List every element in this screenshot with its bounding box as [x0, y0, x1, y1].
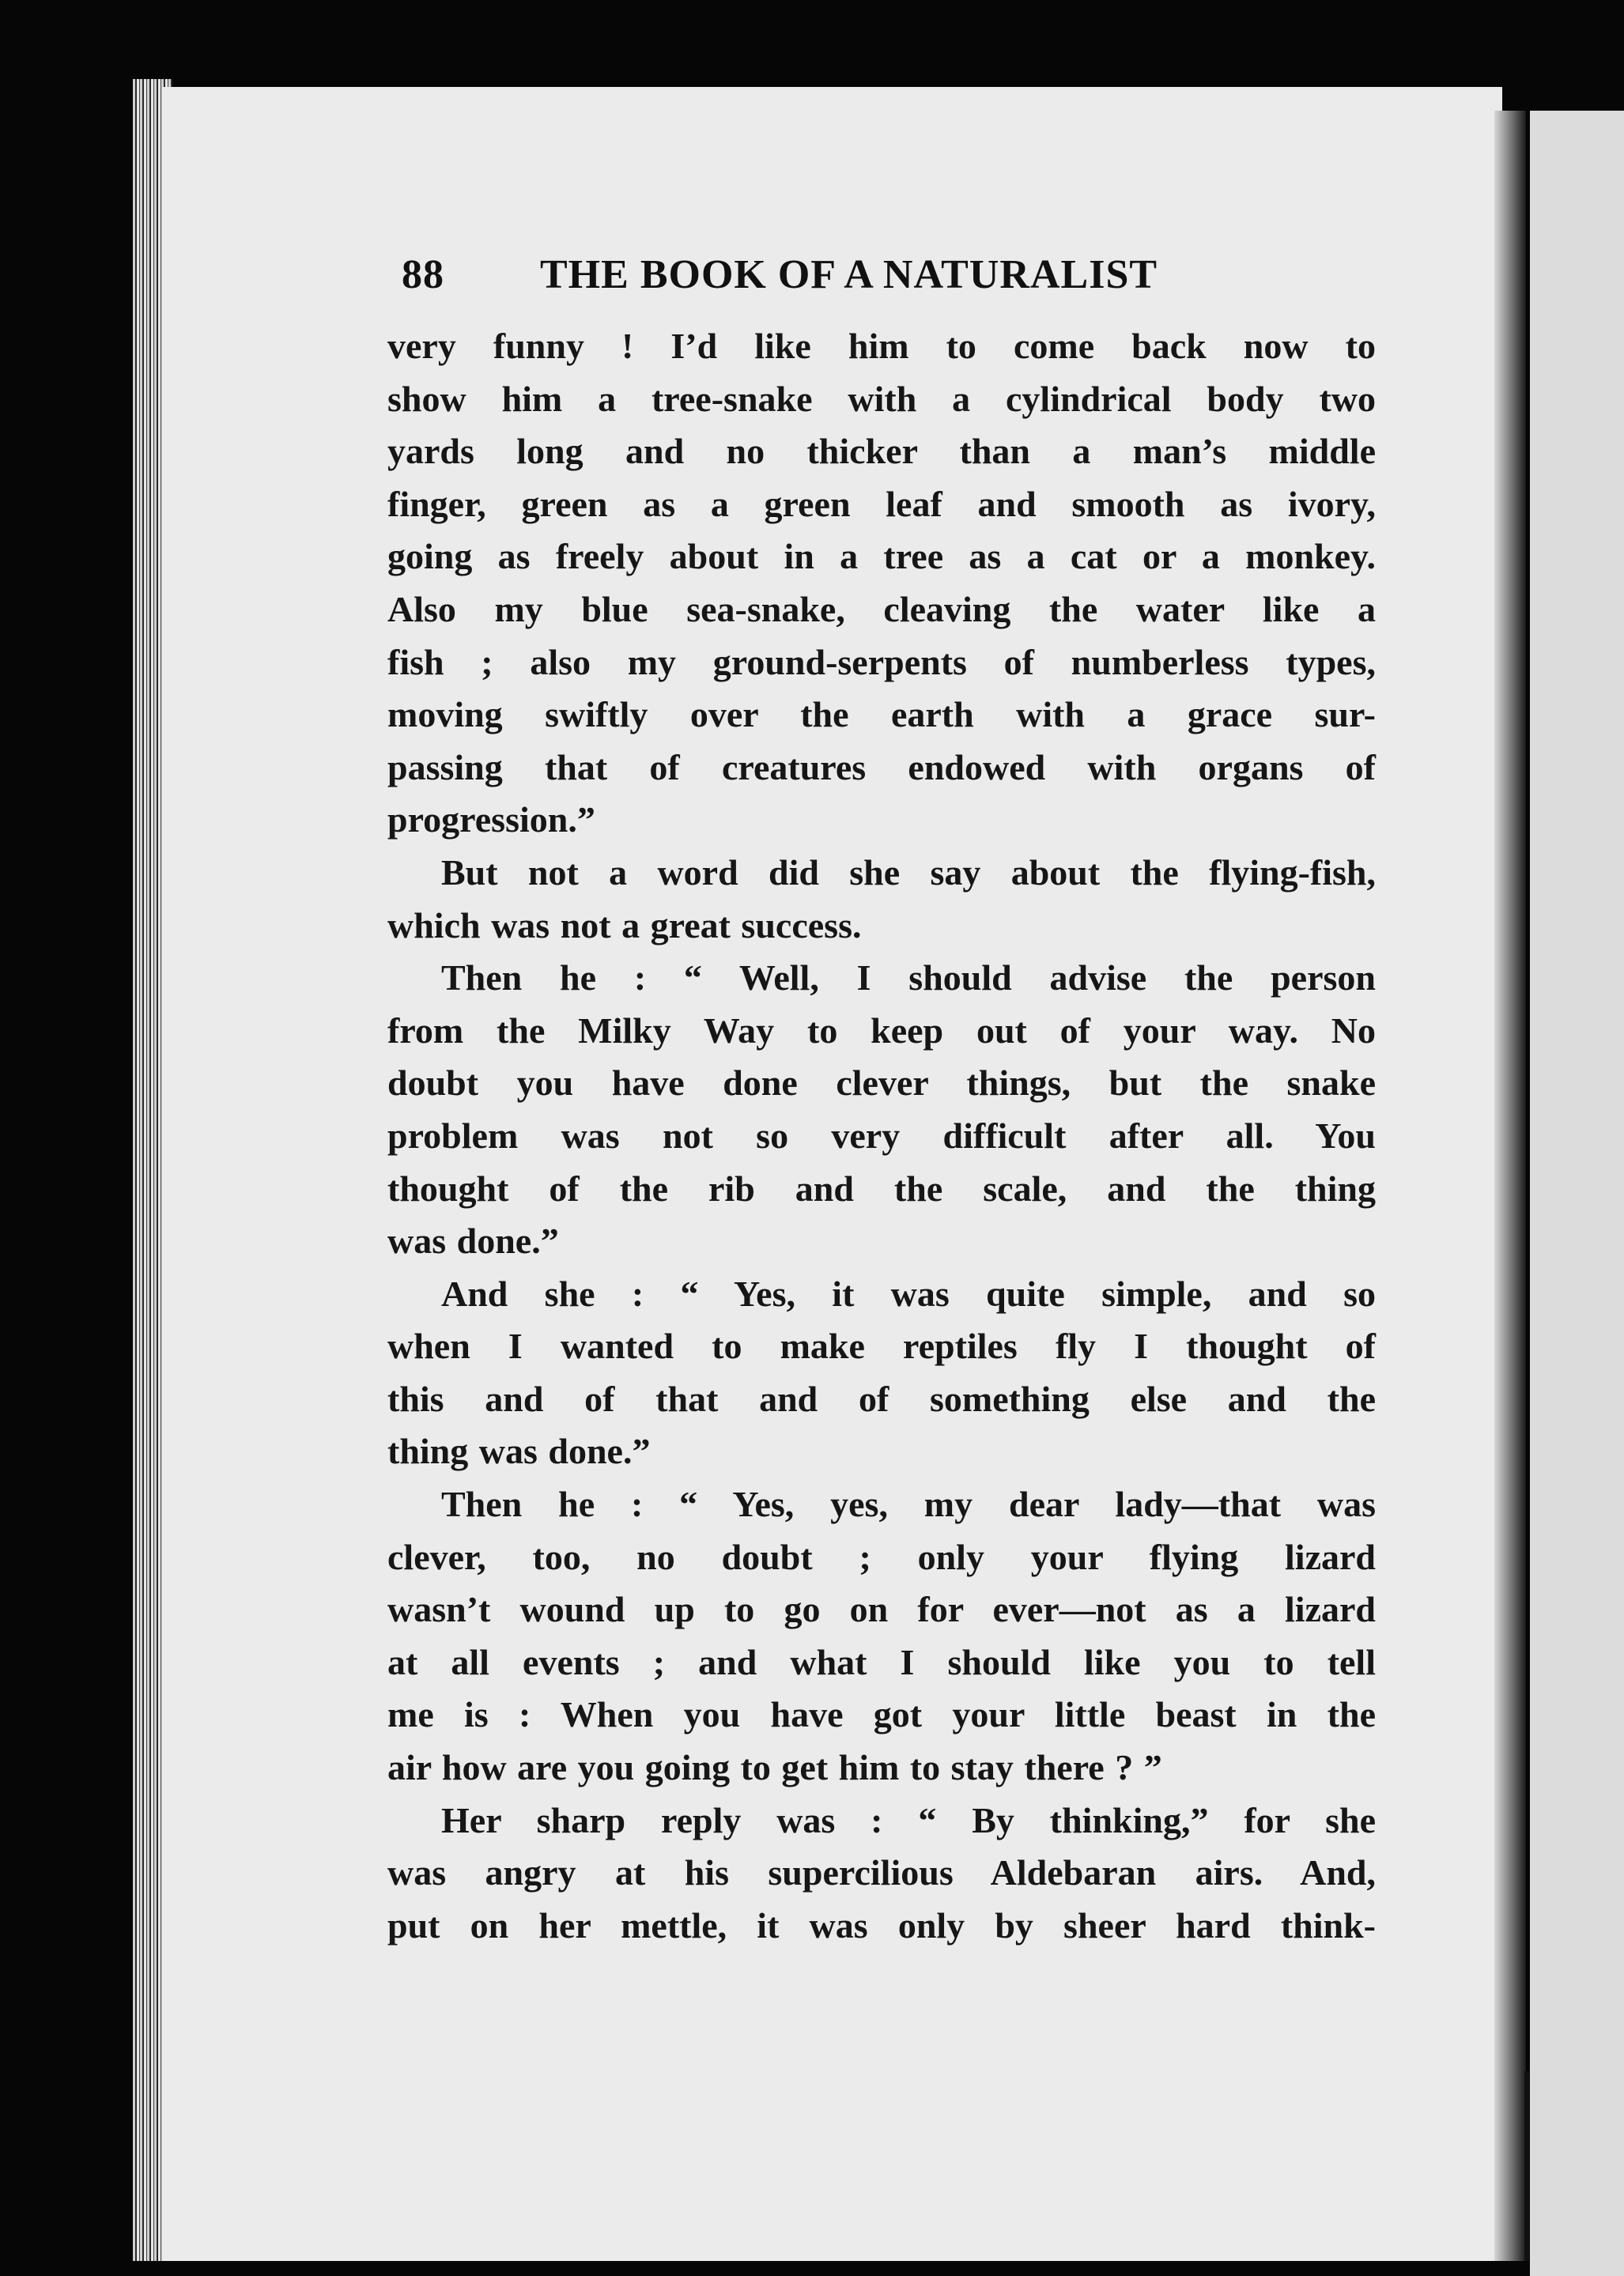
text-line: wasn’t wound up to go on for ever—not as a lizard: [387, 1589, 1376, 1630]
text-line: at all events ; and what I should like you to tell: [387, 1641, 1376, 1682]
text-line: moving swiftly over the earth with a grace sur-: [387, 694, 1376, 735]
paragraph: [387, 952, 1376, 1268]
running-title: THE BOOK OF A NATURALIST: [540, 252, 1158, 297]
page-number: 88: [402, 252, 444, 297]
page-header: [402, 251, 1350, 299]
paragraph: [387, 1268, 1376, 1478]
text-line: this and of that and of something else and the: [387, 1378, 1376, 1419]
text-line: was angry at his supercilious Aldebaran airs. And,: [387, 1852, 1376, 1893]
text-line: problem was not so very difficult after all. You: [387, 1115, 1376, 1156]
paragraph: [387, 1478, 1376, 1795]
text-line: progression.”: [387, 799, 595, 840]
facing-page-edge: [1530, 111, 1624, 2276]
text-line: Also my blue sea-snake, cleaving the water like a: [387, 588, 1376, 629]
text-line: thing was done.”: [387, 1431, 651, 1472]
text-line: air how are you going to get him to stay there ? ”: [387, 1747, 1162, 1788]
text-line: fish ; also my ground-serpents of numberless types,: [387, 641, 1376, 682]
text-line: which was not a great success.: [387, 904, 862, 946]
text-line: yards long and no thicker than a man’s middle: [387, 431, 1376, 472]
text-line: Then he : “ Yes, yes, my dear lady—that was: [441, 1484, 1376, 1525]
paragraph: [387, 320, 1376, 847]
facing-page-dark-edge: [1524, 2071, 1529, 2261]
body-text: [387, 320, 1376, 1952]
text-line: when I wanted to make reptiles fly I thought of: [387, 1326, 1376, 1367]
text-line: from the Milky Way to keep out of your way. No: [387, 1010, 1376, 1051]
text-line: doubt you have done clever things, but the snake: [387, 1063, 1376, 1104]
text-line: passing that of creatures endowed with organs of: [387, 746, 1376, 787]
gutter-shadow: [1494, 111, 1526, 2261]
text-line: show him a tree-snake with a cylindrical body two: [387, 378, 1376, 419]
text-line: And she : “ Yes, it was quite simple, and so: [441, 1273, 1376, 1314]
text-line: thought of the rib and the scale, and the thing: [387, 1168, 1376, 1209]
text-line: clever, too, no doubt ; only your flying lizard: [387, 1536, 1376, 1577]
text-line: But not a word did she say about the flying-fish,: [441, 851, 1376, 893]
text-line: put on her mettle, it was only by sheer hard think-: [387, 1904, 1376, 1946]
text-line: was done.”: [387, 1221, 559, 1262]
text-line: finger, green as a green leaf and smooth as ivory,: [387, 483, 1376, 524]
text-line: me is : When you have got your little beast in the: [387, 1694, 1376, 1735]
text-line: Then he : “ Well, I should advise the person: [441, 957, 1376, 998]
paragraph: [387, 847, 1376, 952]
text-line: Her sharp reply was : “ By thinking,” for she: [441, 1799, 1376, 1840]
text-line: going as freely about in a tree as a cat or a monkey.: [387, 536, 1376, 577]
text-line: very funny ! I’d like him to come back now to: [387, 326, 1376, 366]
paragraph: [387, 1795, 1376, 1953]
